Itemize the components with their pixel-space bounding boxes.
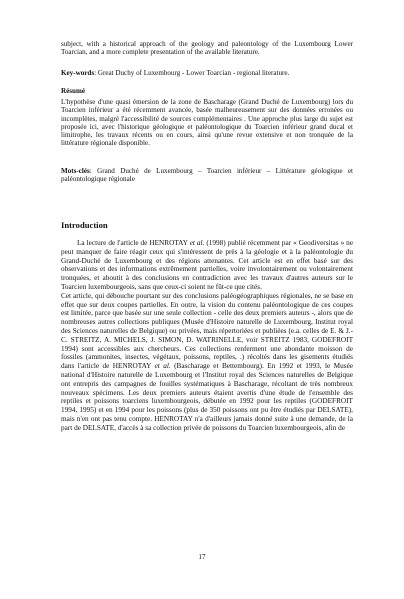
- keywords-label: Key-words: [61, 69, 95, 77]
- resume-block: [61, 87, 353, 147]
- introduction-paragraph-1: La lecture de l'article de HENROTAY et al. (1998) publié récemment par « Geodiversitas » ne peut manquer de faire réagir ceux qui s'intéressent de près à la géologie et à la paléontologie du Grand-Duché de Luxembourg et des régions attenantes. Cet article est en effet basé sur des observations et des informations extrêmement partielles, voire involontairement ou volontairement tronquées, et aboutit à des conclusions en contradiction avec les travaux d'autres auteurs sur le Toarcien luxembourgeois, sans que ceux-ci soient ne fût-ce que cités.: [61, 239, 354, 291]
- resume-text: L'hypothèse d'une quasi émersion de la zone de Bascharage (Grand Duché de Luxembourg) lors du Toarcien inférieur a été récemment avancée, basée malheureusement sur des données erronées ou incomplètes, malgré l'accessibilité de sources complémentaires . Une approche plus large du sujet est proposée ici, avec l'historique géologique et paléontologique du Toarcien inférieur grand ducal et limitrophe, les travaux récents ou en cours, ainsi qu'une revue extensive et non tronquée de la littérature régionale disponible.: [61, 98, 353, 148]
- mots-cles-label: Mots-clés: [61, 167, 90, 175]
- mots-cles-block: [61, 167, 353, 183]
- abstract-continuation: [61, 40, 353, 56]
- mots-cles-text: : Grand Duché de Luxembourg – Toarcien inférieur – Littérature géologique et paléontologique régionale: [61, 167, 353, 184]
- page-number: 17: [198, 553, 206, 561]
- abstract-tail: subject, with a historical approach of the geology and paleontology of the Luxembourg Lower Toarcian, and a more complete presentation of the available literature.: [61, 40, 353, 57]
- keywords-block: [61, 69, 353, 77]
- resume-heading: Résumé: [61, 87, 86, 95]
- keywords-text: : Great Duchy of Luxembourg - Lower Toarcian - regional literature.: [94, 69, 290, 77]
- introduction-section: [61, 220, 353, 433]
- introduction-paragraph-2: Cet article, qui débouche pourtant sur des conclusions paléogéographiques régionales, ne se base en effet que sur deux coupes partielles. En outre, la vision du contenu paléontologique de ces coupes est limitée, parce que basée sur une seule collection - celle des deux premiers auteurs -, alors que de nombreuses autres collections publiques (Musée d'Histoire naturelle de Luxembourg, Institut royal des Sciences naturelles de Belgique) ou privées, mais répertoriées et publiées (e.a. celles de E. & J.- C. STREITZ, A. MICHELS, J. SIMON, D. WATRINELLE, voir STREITZ 1983, GODEFROIT 1994) sont accessibles aux chercheurs. Ces collections renferment une abondante moisson de fossiles (ammonites, insectes, végétaux, poissons, reptiles, .) récoltés dans les gisements étudiés dans l'article de HENROTAY et al. (Bascharage et Bettembourg). En 1992 et 1993, le Musée national d'Histoire naturelle de Luxembourg et l'Institut royal des Sciences naturelles de Belgique ont entrepris des campagnes de fouilles systématiques à Bascharage, récoltant de très nombreux nouveaux spécimens. Les deux premiers auteurs étaient avertis d'une étude de l'ensemble des reptiles et poissons toarciens luxembourgeois, débutée en 1992 pour les reptiles (GODEFROIT 1994, 1995) et en 1994 pour les poissons (plus de 350 poissons ont pu être étudiés par DELSATE), mais n'en ont pas tenu compte. HENROTAY n'a d'ailleurs jamais donné suite à une demande, de la part de DELSATE, d'accès à sa collection privée de poissons du Toarcien luxembourgeois, afin de: [61, 291, 353, 432]
- introduction-heading: Introduction: [61, 220, 108, 230]
